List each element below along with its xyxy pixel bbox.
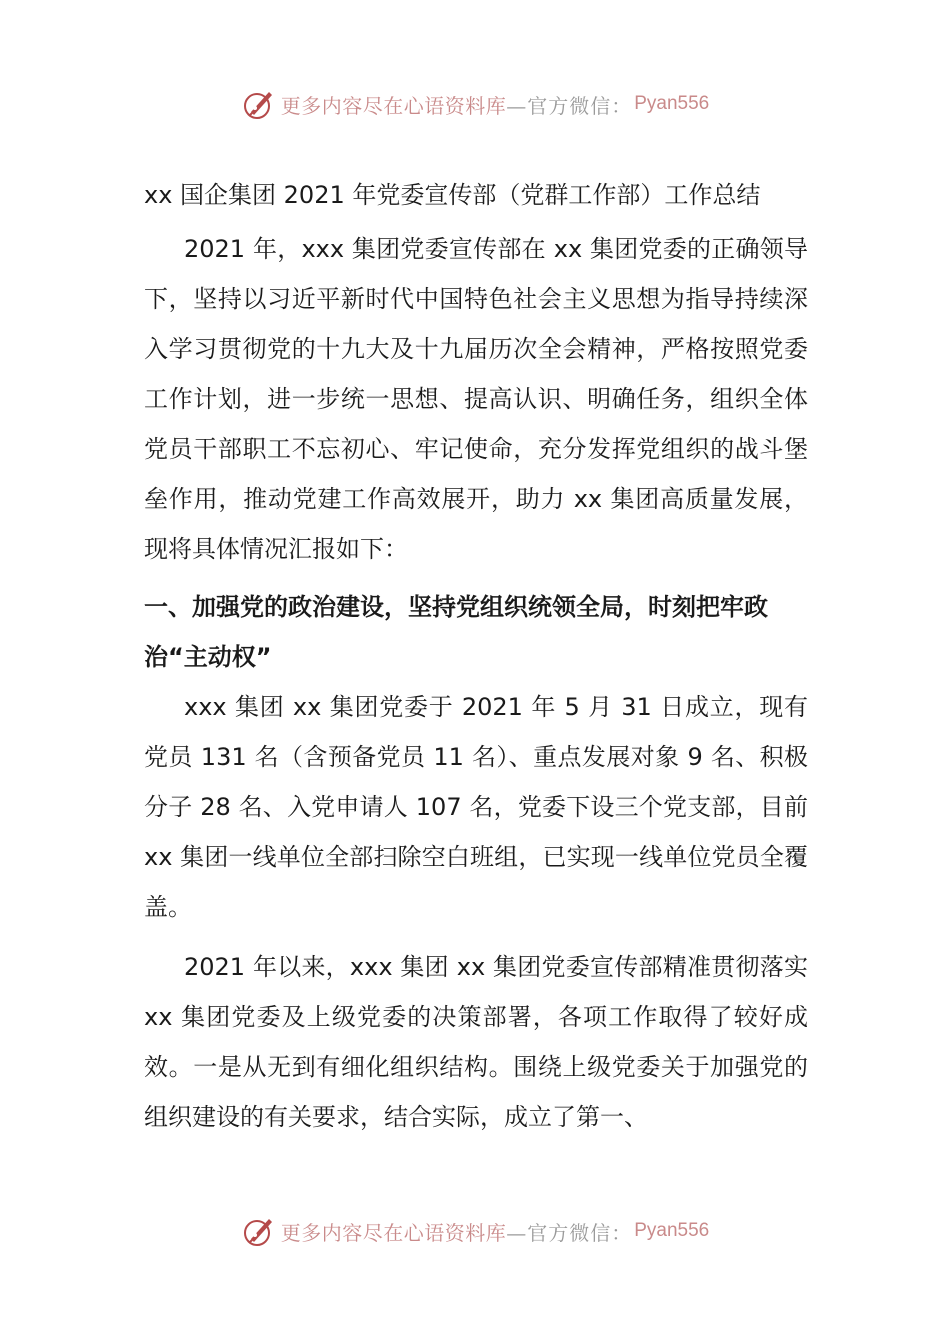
document-title: xx 国企集团 2021 年党委宣传部（党群工作部）工作总结 bbox=[144, 181, 761, 209]
section-heading: 一、加强党的政治建设，坚持党组织统领全局，时刻把牢政治“主动权” bbox=[144, 593, 768, 671]
watermark-footer bbox=[0, 1211, 950, 1251]
document-body bbox=[144, 170, 808, 1142]
section-paragraph: 2021 年以来，xxx 集团 xx 集团党委宣传部精准贯彻落实 xx 集团党委及上级党委的决策部署，各项工作取得了较好成效。一是从无到有细化组织结构。围绕上级党委关于加强党的组织建设的有关要求，结合实际，成立了第一、 bbox=[144, 953, 808, 1131]
watermark-site-text: 更多内容尽在心语资料库 bbox=[280, 93, 507, 118]
watermark-wechat-id: Pyan556 bbox=[634, 1220, 710, 1241]
intro-paragraph: 2021 年，xxx 集团党委宣传部在 xx 集团党委的正确领导下，坚持以习近平新时代中国特色社会主义思想为指导持续深入学习贯彻党的十九大及十九届历次全会精神，严格按照党委工作计划，进一步统一思想、提高认识、明确任务，组织全体党员干部职工不忘初心、牢记使命，充分发挥党组织的战斗堡垒作用，推动党建工作高效展开，助力 xx 集团高质量发展，现将具体情况汇报如下： bbox=[144, 235, 808, 563]
watermark-header bbox=[0, 84, 950, 124]
quill-pen-icon bbox=[241, 86, 277, 122]
watermark-wechat-id: Pyan556 bbox=[634, 93, 710, 114]
watermark-official-text: —官方微信： bbox=[506, 93, 633, 118]
watermark-site-text: 更多内容尽在心语资料库 bbox=[280, 1220, 507, 1245]
watermark-official-text: —官方微信： bbox=[506, 1220, 633, 1245]
quill-pen-icon bbox=[241, 1213, 277, 1249]
section-paragraph: xxx 集团 xx 集团党委于 2021 年 5 月 31 日成立，现有党员 131 名（含预备党员 11 名）、重点发展对象 9 名、积极分子 28 名、入党申请人 107 名，党委下设三个党支部，目前 xx 集团一线单位全部扫除空白班组，已实现一线单位党员全覆盖。 bbox=[144, 693, 808, 921]
